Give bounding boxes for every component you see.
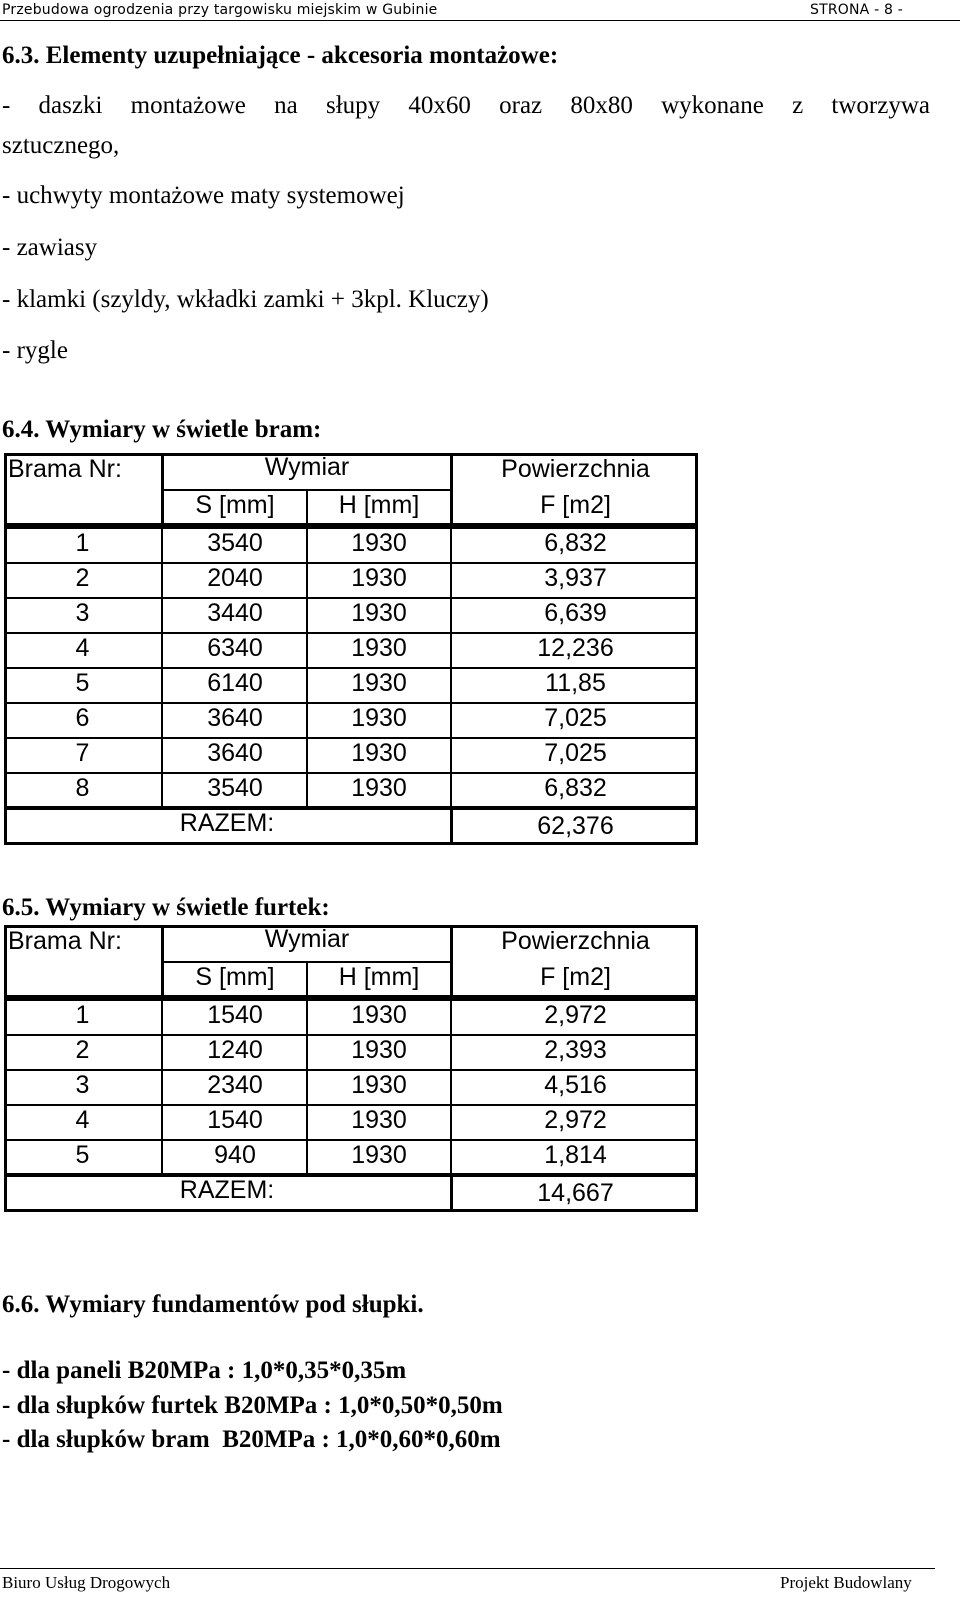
gates-row-3-s: 3440 (207, 599, 263, 627)
wickets-row-5-area: 1,814 (544, 1141, 607, 1169)
gates-row-4-h: 1930 (351, 634, 407, 662)
wickets-col-number-header: Brama Nr: (8, 927, 122, 955)
wickets-row-2-number: 2 (75, 1036, 90, 1064)
wickets-row-5-s: 940 (214, 1141, 256, 1169)
page-header-title: Przebudowa ogrodzenia przy targowisku miejskim w Gubinie (2, 2, 438, 18)
wickets-col-s-header: S [mm] (195, 963, 275, 991)
gates-total-value: 62,376 (537, 812, 614, 840)
gates-row-1-number: 1 (75, 529, 90, 557)
accessory-item-2: - uchwyty montażowe maty systemowej (2, 182, 405, 209)
gates-table (4, 453, 698, 845)
foundation-item-gate-posts: - dla słupków bram B20MPa : 1,0*0,60*0,60m (2, 1426, 501, 1453)
wickets-row-3-number: 3 (75, 1071, 90, 1099)
gates-row-7-area: 7,025 (544, 739, 607, 767)
wickets-row-3-s: 2340 (207, 1071, 263, 1099)
wickets-row-4-area: 2,972 (544, 1106, 607, 1134)
accessory-item-1: - daszki montażowe na słupy 40x60 oraz 80x80 wykonane z tworzywa (2, 92, 930, 119)
gates-col-area-unit-header: F [m2] (540, 491, 611, 519)
footer-left: Biuro Usług Drogowych (2, 1573, 171, 1592)
section-6-4-title: 6.4. Wymiary w świetle bram: (2, 416, 322, 443)
footer-divider (0, 1568, 935, 1569)
gates-col-h-header: H [mm] (338, 491, 420, 519)
gates-row-7-h: 1930 (351, 739, 407, 767)
gates-row-2-h: 1930 (351, 564, 407, 592)
gates-row-6-s: 3640 (207, 704, 263, 732)
gates-row-7-number: 7 (75, 739, 90, 767)
wickets-body-divider (161, 998, 163, 1176)
wickets-row-1-s: 1540 (207, 1001, 263, 1029)
wickets-col-area-header: Powierzchnia (501, 927, 650, 955)
gates-row-3-h: 1930 (351, 599, 407, 627)
gates-row-2-number: 2 (75, 564, 90, 592)
gates-row-4-s: 6340 (207, 634, 263, 662)
wickets-row-1-area: 2,972 (544, 1001, 607, 1029)
gates-col-s-header: S [mm] (195, 491, 275, 519)
wickets-row-2-area: 2,393 (544, 1036, 607, 1064)
gates-row-5-h: 1930 (351, 669, 407, 697)
gates-row-8-number: 8 (75, 774, 90, 802)
wickets-row-4-number: 4 (75, 1106, 90, 1134)
gates-row-6-area: 7,025 (544, 704, 607, 732)
wickets-table (4, 925, 698, 1212)
page-number: STRONA - 8 - (810, 2, 903, 18)
wickets-row-5-number: 5 (75, 1141, 90, 1169)
wickets-row-2-h: 1930 (351, 1036, 407, 1064)
wickets-row-1-number: 1 (75, 1001, 90, 1029)
gates-row-2-area: 3,937 (544, 564, 607, 592)
section-6-6-title: 6.6. Wymiary fundamentów pod słupki. (2, 1291, 424, 1318)
gates-row-4-number: 4 (75, 634, 90, 662)
wickets-total-value: 14,667 (537, 1179, 614, 1207)
wickets-total-label: RAZEM: (179, 1176, 275, 1204)
wickets-row-4-s: 1540 (207, 1106, 263, 1134)
gates-row-2-s: 2040 (207, 564, 263, 592)
wickets-row-1-h: 1930 (351, 1001, 407, 1029)
accessory-item-4: - klamki (szyldy, wkładki zamki + 3kpl. Kluczy) (2, 286, 489, 313)
gates-row-5-area: 11,85 (545, 669, 606, 697)
section-6-3-title: 6.3. Elementy uzupełniające - akcesoria montażowe: (2, 42, 559, 69)
section-6-5-title: 6.5. Wymiary w świetle furtek: (2, 894, 330, 921)
wickets-row-2-s: 1240 (207, 1036, 263, 1064)
wickets-col-area-unit-header: F [m2] (540, 963, 611, 991)
accessory-item-5: - rygle (2, 337, 68, 364)
gates-row-6-number: 6 (75, 704, 90, 732)
gates-row-7-s: 3640 (207, 739, 263, 767)
gates-row-6-h: 1930 (351, 704, 407, 732)
gates-row-1-area: 6,832 (544, 529, 607, 557)
wickets-col-dimension-header: Wymiar (264, 925, 350, 953)
wickets-col-h-header: H [mm] (338, 963, 420, 991)
accessory-item-1-cont: sztucznego, (2, 132, 120, 159)
foundation-item-panels: - dla paneli B20MPa : 1,0*0,35*0,35m (2, 1357, 407, 1384)
foundation-item-wicket-posts: - dla słupków furtek B20MPa : 1,0*0,50*0,50m (2, 1392, 503, 1419)
gates-row-8-area: 6,832 (544, 774, 607, 802)
gates-col-dimension-header: Wymiar (264, 453, 350, 481)
accessory-item-3: - zawiasy (2, 234, 98, 261)
wickets-row-4-h: 1930 (351, 1106, 407, 1134)
gates-row-3-number: 3 (75, 599, 90, 627)
gates-row-5-s: 6140 (207, 669, 263, 697)
wickets-row-3-area: 4,516 (544, 1071, 607, 1099)
footer-right: Projekt Budowlany (780, 1573, 912, 1592)
gates-total-label: RAZEM: (179, 809, 275, 837)
wickets-row-3-h: 1930 (351, 1071, 407, 1099)
gates-row-8-h: 1930 (351, 774, 407, 802)
gates-row-8-s: 3540 (207, 774, 263, 802)
gates-row-1-s: 3540 (207, 529, 263, 557)
gates-row-1-h: 1930 (351, 529, 407, 557)
gates-row-5-number: 5 (75, 669, 90, 697)
gates-row-4-area: 12,236 (537, 634, 614, 662)
header-divider (0, 20, 960, 21)
wickets-body-divider (450, 998, 452, 1176)
gates-row-3-area: 6,639 (544, 599, 607, 627)
gates-col-area-header: Powierzchnia (501, 455, 650, 483)
wickets-row-5-h: 1930 (351, 1141, 407, 1169)
gates-col-number-header: Brama Nr: (8, 455, 122, 483)
